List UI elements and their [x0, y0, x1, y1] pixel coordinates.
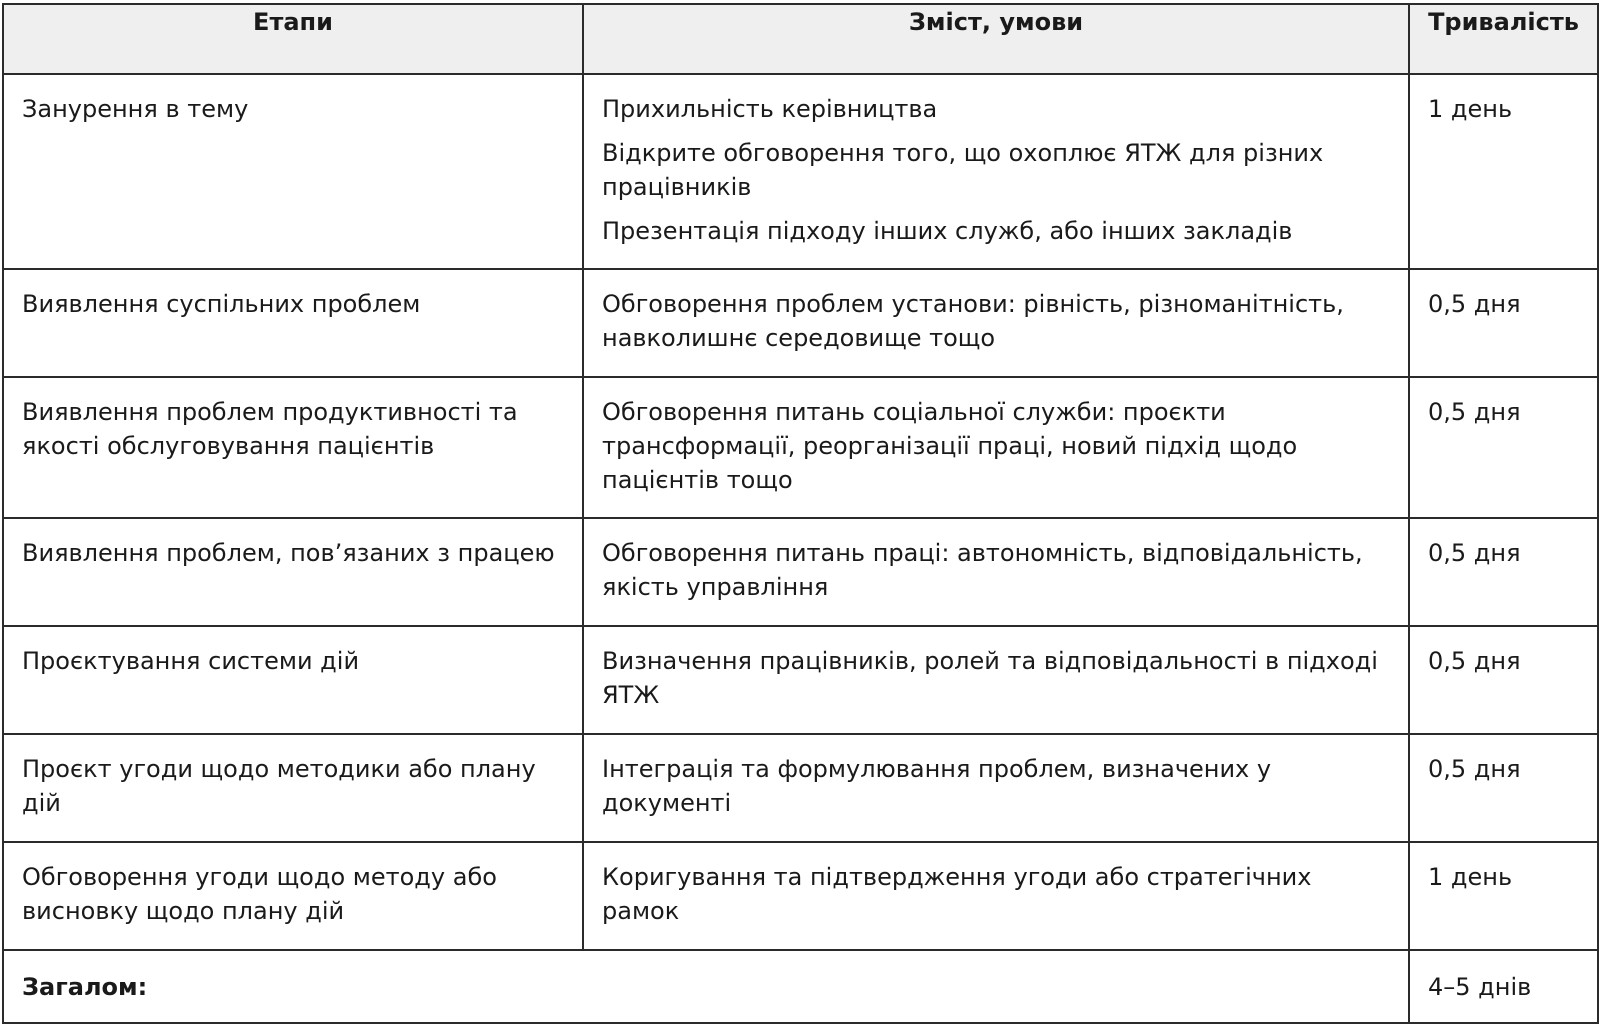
content-cell: Визначення працівників, ролей та відповідальності в підході ЯТЖ [583, 626, 1409, 734]
content-cell: Обговорення питань соціальної служби: проєкти трансформації, реорганізації праці, новий підхід щодо пацієнтів тощо [583, 377, 1409, 518]
total-duration: 4–5 днів [1409, 950, 1598, 1023]
table-row [3, 626, 1598, 734]
stage-cell: Виявлення проблем, пов’язаних з працею [3, 518, 583, 626]
content-line: Презентація підходу інших служб, або інших закладів [602, 217, 1293, 245]
duration-cell: 1 день [1409, 842, 1598, 950]
stage-cell: Проєкт угоди щодо методики або плану дій [3, 734, 583, 842]
stage-cell: Виявлення проблем продуктивності та якості обслуговування пацієнтів [3, 377, 583, 518]
header-duration: Тривалість [1409, 4, 1598, 74]
total-row [3, 950, 1598, 1023]
content-cell: Обговорення проблем установи: рівність, різноманітність, навколишнє середовище тощо [583, 269, 1409, 377]
table-row [3, 842, 1598, 950]
table-row [3, 518, 1598, 626]
content-line: Прихильність керівництва [602, 95, 938, 123]
stage-cell: Занурення в тему [3, 74, 583, 269]
header-stages: Етапи [3, 4, 583, 74]
stage-cell: Обговорення угоди щодо методу або висновку щодо плану дій [3, 842, 583, 950]
table-row [3, 269, 1598, 377]
table-row [3, 377, 1598, 518]
total-label: Загалом: [3, 950, 1409, 1023]
header-content: Зміст, умови [583, 4, 1409, 74]
duration-cell: 0,5 дня [1409, 377, 1598, 518]
duration-cell: 0,5 дня [1409, 269, 1598, 377]
content-cell: Інтеграція та формулювання проблем, визначених у документі [583, 734, 1409, 842]
stage-cell: Проєктування системи дій [3, 626, 583, 734]
stages-table [2, 3, 1599, 1024]
duration-cell: 1 день [1409, 74, 1598, 269]
table-row [3, 734, 1598, 842]
duration-cell: 0,5 дня [1409, 734, 1598, 842]
content-cell: Коригування та підтвердження угоди або стратегічних рамок [583, 842, 1409, 950]
content-line: Відкрите обговорення того, що охоплює ЯТЖ для різних працівників [602, 139, 1324, 201]
duration-cell: 0,5 дня [1409, 518, 1598, 626]
table-row [3, 74, 1598, 269]
table-header-row [3, 4, 1598, 74]
stage-cell: Виявлення суспільних проблем [3, 269, 583, 377]
content-cell: Обговорення питань праці: автономність, відповідальність, якість управління [583, 518, 1409, 626]
duration-cell: 0,5 дня [1409, 626, 1598, 734]
content-cell [583, 74, 1409, 269]
